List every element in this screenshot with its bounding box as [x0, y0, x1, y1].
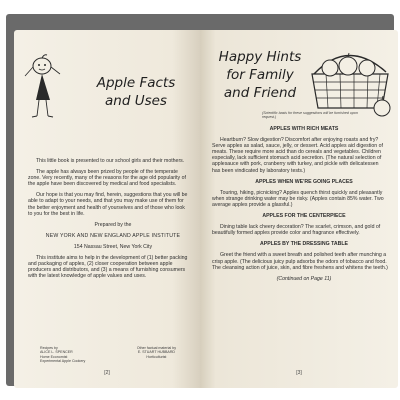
recipes-role-1: Home Economist — [40, 354, 68, 359]
other-material-credit — [137, 346, 176, 364]
right-title — [210, 48, 310, 102]
institute-name: NEW YORK AND NEW ENGLAND APPLE INSTITUTE — [45, 232, 181, 239]
prepared-by: Prepared by the — [94, 221, 132, 228]
other-material-author: E. STUART HUBBARD — [137, 350, 176, 355]
right-title-line1: Happy Hints — [218, 49, 302, 65]
heading-rich-meats: APPLES WITH RICH MEATS — [269, 126, 339, 132]
other-material-role: Horticulturist — [146, 354, 167, 359]
apple-girl-illustration — [20, 54, 68, 124]
recipes-credit — [40, 346, 85, 364]
right-page — [200, 30, 398, 388]
heading-centerpiece: APPLES FOR THE CENTERPIECE — [262, 213, 346, 220]
rich-meats-paragraph: Heartburn? Slow digestion? Discomfort after enjoying roasts and fry? Serve apples as salad, sauce, jelly, or dessert. Acid apples aid digestion of meats. These require more acid than do cereals and vegetables. Children especially, lack sufficient stomach acid secretion. (The natural selection of applesauce with pork, cranberry with turkey, and pickle with delicatessen has been vindicated by laboratory tests.) — [212, 137, 383, 174]
going-places-paragraph: Touring, hiking, picnicking? Apples quench thirst quickly and pleasantly when strange drinking water may be risky. (Apples contain 85% water. Two average apples provide a glassful.) — [212, 189, 384, 208]
history-paragraph: The apple has always been prized by people of the temperate zone. Very recently, many of the reasons for the age old popularity of the apple have been discovered by medical and food specialists. — [28, 169, 186, 188]
credits — [40, 346, 190, 364]
scientific-basis-note: (Scientific basis for these suggestions will be furnished upon request.) — [262, 111, 358, 120]
heading-going-places: APPLES WHEN WE'RE GOING PLACES — [255, 178, 353, 185]
right-title-line2: for Family — [226, 67, 294, 83]
recipes-role-2: Experimental Apple Cookery — [40, 359, 86, 364]
right-title-line3: and Friend — [223, 85, 297, 101]
hope-paragraph: Our hope is that you may find, herein, suggestions that you will be able to adapt to your needs, and that you may make use of them for the better enjoyment and health of yourselves and of those who look to you for the best in life. — [28, 192, 188, 217]
left-title-line1: Apple Facts — [96, 75, 176, 91]
continued-note: (Continued on Page 11) — [276, 275, 332, 282]
left-body — [28, 158, 190, 284]
left-title — [76, 74, 196, 110]
recipes-by-label: Recipes by — [40, 346, 58, 350]
centerpiece-paragraph: Dining table lack cheery decoration? The scarlet, crimson, and gold of beautifully formed apples provide color and fragrance effectively. — [212, 224, 381, 237]
left-title-line2: and Uses — [105, 93, 167, 109]
left-page-number: [2] — [104, 370, 110, 376]
right-body — [212, 126, 388, 287]
institute-aims-paragraph: This institute aims to help in the development of (1) better packing and packaging of apples, (2) closer cooperation between apple producers and distributors, and (3) a means of furnishing consumers with the latest knowledge of apple values and uses. — [28, 255, 188, 280]
left-page — [14, 30, 200, 388]
recipes-author: ALICE L. SPENCER — [40, 350, 73, 355]
apple-basket-illustration — [308, 34, 392, 118]
heading-dressing-table: APPLES BY THE DRESSING TABLE — [259, 241, 348, 248]
intro-paragraph: This little book is presented to our school girls and their mothers. — [36, 158, 185, 164]
institute-address: 154 Nassau Street, New York City — [73, 243, 153, 250]
other-material-label: Other factual material by — [136, 346, 176, 350]
booklet — [6, 14, 394, 386]
dressing-table-paragraph: Greet the friend with a sweet breath and polished teeth after munching a crisp apple. (The delicious juicy pulp adsorbs the odors of tobacco and food. The cleansing action of juice, skin, and fibre freshens and whitens the teeth.) — [212, 252, 388, 271]
right-page-number: [3] — [296, 370, 302, 376]
